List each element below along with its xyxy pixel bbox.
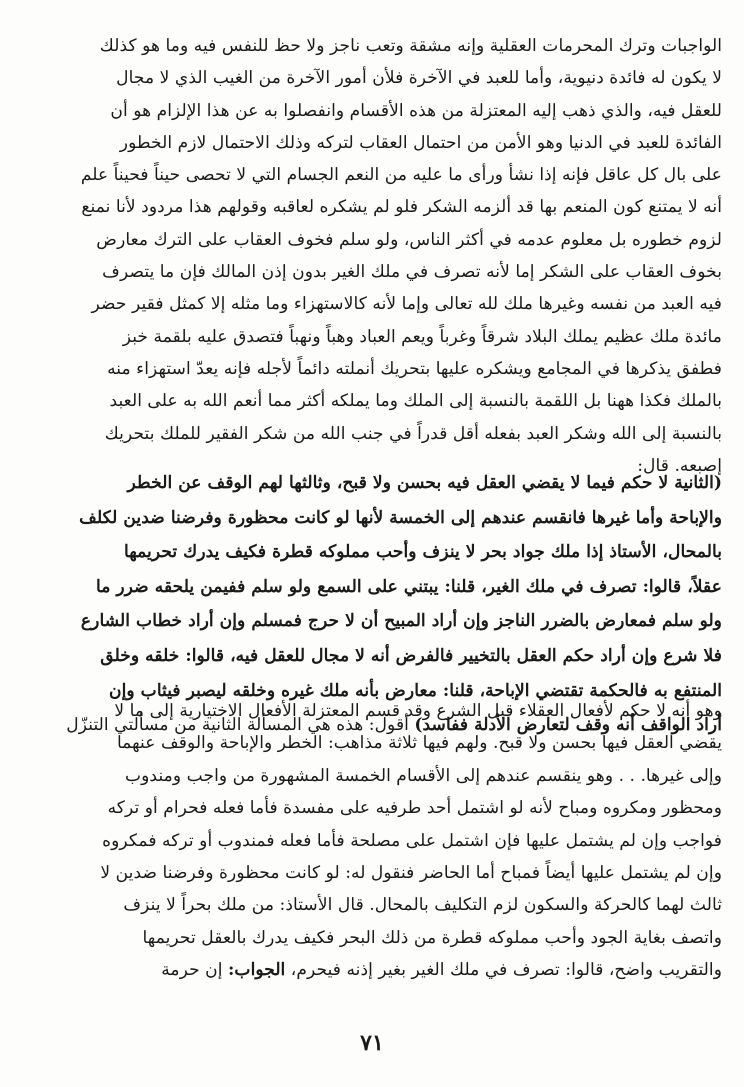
paragraph-commentary-2 xyxy=(64,695,722,987)
text-line: ومحظور ومكروه ومباح لأنه لو اشتمل أحد طرفيه على مفسدة فأما فعله فحرام أو تركه xyxy=(107,798,722,819)
text-line: بالمحال، الأستاذ إذا ملك جواد بحر لا ينزف وأحب مملوكه قطرة فكيف يدرك تحريمها xyxy=(123,542,722,563)
text-line: أنه لا يمتنع كون المنعم بها قد ألزمه الشكر فلو لم يشكره لعاقبه وقولهم هذا مردود لأنا نمنع xyxy=(81,197,722,218)
commentary-start: أقول: هذه هي المسألة الثانية من مسألتي التنزّل xyxy=(66,715,415,736)
text-line: وإلى غيرها. . . وهو ينقسم عندهم إلى الأقسام الخمسة المشهورة من واجب ومندوب xyxy=(124,765,722,786)
answer-label-bold: الجواب: xyxy=(228,960,286,981)
text-line: بالملك فكذا ههنا بل اللقمة بالنسبة إلى الملك وما يملكه أكثر مما أنعم الله به على العبد xyxy=(109,391,722,412)
text-line: فطفق يذكرها في المجامع ويشكره عليها بتحريك أنملته دائماً لأجله فإنه يعدّ استهزاء منه xyxy=(107,358,722,379)
text-line: واتصف بغاية الجود وأحب مملوكه قطرة من ذلك البحر فكيف يدرك بالعقل تحريمها xyxy=(142,927,722,948)
text-line: لزوم خطوره بل معلوم عدمه في أكثر الناس، ولو سلم فخوف العقاب على الترك معارض xyxy=(96,229,722,250)
text-line: للعقل فيه، والذي ذهب إليه المعتزلة من هذه الأقسام وانفصلوا به عن هذا الإلزام هو أن xyxy=(110,100,722,121)
line-start-plain: والتقريب واضح، قالوا: تصرف في ملك الغير بغير إذنه فيحرم، xyxy=(285,960,722,981)
text-line: الفائدة للعبد في الدنيا وهو الأمن من احتمال العقاب لتركه وذلك الاحتمال لازم الخطور xyxy=(119,132,722,153)
text-line: ولو سلم فمعارض بالضرر الناجز وإن أراد المبيح أن لا حرج فمسلم وإن أراد خطاب الشارع xyxy=(80,611,722,632)
page-number: ٧١ xyxy=(360,1030,384,1056)
text-line: يقضي العقل فيها بحسن ولا قبح. ولهم فيها ثلاثة مذاهب: الخطر والإباحة والوقف عنهما xyxy=(116,733,722,754)
text-line: والإباحة وأما غيرها فانقسم عندهم إلى الخمسة لأنها لو كانت محظورة وفرضنا ضدين لكلف xyxy=(79,507,722,528)
text-line: وهو أنه لا حكم لأفعال العقلاء قبل الشرع وقد قسم المعتزلة الأفعال الاختيارية إلى ما لا xyxy=(114,701,722,721)
text-line: فواجب وإن لم يشتمل عليها فإن اشتمل على مصلحة فأما فعله فمندوب أو تركه فمكروه xyxy=(102,830,722,851)
text-line: بالنسبة إلى الله وشكر العبد بفعله أقل قدراً في جنب الله من شكر الفقير للملك بتحريك xyxy=(104,423,722,444)
text-line: بخوف العقاب على الشكر إما لأنه تصرف في ملك الغير بدون إذن المالك فإن ما يتصرف xyxy=(102,262,722,283)
paragraph-commentary-1 xyxy=(64,30,722,482)
line-end-plain: إن حرمة xyxy=(161,960,229,981)
text-line: مائدة ملك عظيم يملك البلاد شرقاً وغرباً ويعم العباد وهباً ونهباً فتصدق عليه بلقمة خبز xyxy=(122,326,722,347)
text-line: (الثانية لا حكم فيما لا يقضي العقل فيه بحسن ولا قبح، وثالثها لهم الوقف عن الخطر xyxy=(127,473,722,493)
text-line: وإن لم يشتمل عليها أيضاً فمباح أما الحاضر فنقول له: لو كانت محظورة وفرضنا ضدين لا xyxy=(100,863,722,884)
text-line: الواجبات وترك المحرمات العقلية وإنه مشقة وتعب ناجز ولا حظ للنفس فيه وما هو كذلك xyxy=(99,36,722,56)
text-line: ثالث لهما كالحركة والسكون لزم التكليف بالمحال. قال الأستاذ: من ملك بحراً لا ينزف xyxy=(123,895,722,916)
text-line: لا يكون له فائدة دنيوية، وأما للعبد في الآخرة فلأن أمور الآخرة من الغيب الذي لا مجال xyxy=(116,68,722,89)
quote-end-bold: أراد الواقف أنه وقف لتعارض الأدلة ففاسد) xyxy=(414,715,722,736)
text-line: عقلاً، قالوا: تصرف في ملك الغير، قلنا: يبتني على السمع ولو سلم ففيمن يلحقه ضرر ما xyxy=(95,576,722,597)
text-line: المنتفع به فالحكمة تقتضي الإباحة، قلنا: معارض بأنه ملك غيره وخلقه ليصبر فيثاب وإن xyxy=(108,680,722,701)
text-line: إصبعه. قال: xyxy=(637,455,722,476)
text-line: على بال كل عاقل فإنه إذا نشأ ورأى ما عليه من النعم الجسام التي لا تحصى حيناً فحيناً علم xyxy=(80,165,722,186)
text-line: فيه العبد من نفسه وغيرها ملك لله تعالى وإما لأنه كالاستهزاء وما مثله إلا كمثل فقير حضر xyxy=(91,294,722,315)
text-line-mixed xyxy=(64,954,722,986)
text-line: فلا شرع وإن أراد حكم العقل بالتخيير فالفرض أنه لا مجال للعقل فيه، قالوا: خلقه وخلق xyxy=(100,645,722,666)
